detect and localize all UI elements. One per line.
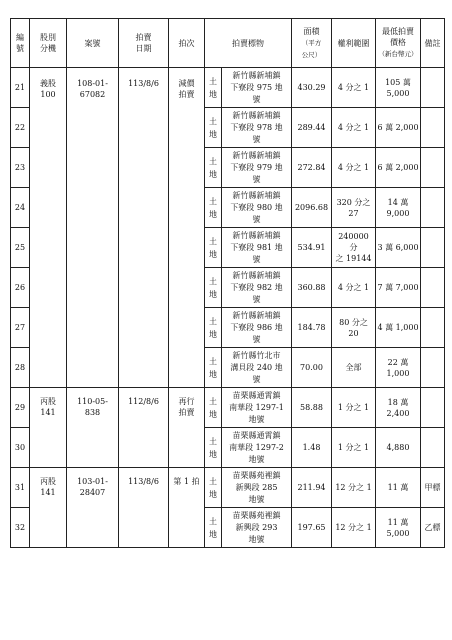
header-round: 拍次 [169,19,205,68]
cell-object: 新竹縣新埔鎮 下寮段 986 地 號 [222,308,292,348]
cell-price: 11 萬 [376,468,421,508]
cell-land: 土 地 [205,348,222,388]
table-row [11,468,445,508]
cell-price: 6 萬 2,000 [376,148,421,188]
cell-no: 31 [11,468,30,508]
cell-no: 30 [11,428,30,468]
cell-price: 22 萬 1,000 [376,348,421,388]
cell-note [421,268,445,308]
cell-price: 18 萬 2,400 [376,388,421,428]
cell-rights: 4 分之 1 [332,68,376,108]
cell-date: 113/8/6 [119,68,169,388]
cell-area: 1.48 [292,428,332,468]
cell-area: 70.00 [292,348,332,388]
cell-area: 2096.68 [292,188,332,228]
cell-land: 土 地 [205,428,222,468]
cell-round: 第 1 拍 [169,468,205,548]
cell-no: 29 [11,388,30,428]
cell-area: 430.29 [292,68,332,108]
cell-note [421,348,445,388]
cell-land: 土 地 [205,228,222,268]
cell-rights: 80 分之 20 [332,308,376,348]
header-note: 備註 [421,19,445,68]
cell-case: 110-05- 838 [67,388,119,468]
cell-object: 苗栗縣通霄鎮 南華段 1297-2 地號 [222,428,292,468]
cell-object: 新竹縣新埔鎮 下寮段 978 地 號 [222,108,292,148]
cell-note [421,228,445,268]
cell-object: 新竹縣竹北市 溝貝段 240 地 號 [222,348,292,388]
header-price-unit: （新台幣元） [378,50,418,58]
cell-price: 7 萬 7,000 [376,268,421,308]
cell-land: 土 地 [205,268,222,308]
auction-table-page [10,18,444,548]
cell-no: 21 [11,68,30,108]
cell-note [421,148,445,188]
cell-round: 減價 拍賣 [169,68,205,388]
cell-no: 24 [11,188,30,228]
cell-land: 土 地 [205,148,222,188]
cell-no: 26 [11,268,30,308]
header-area-label: 面積 [303,26,320,36]
cell-no: 27 [11,308,30,348]
cell-no: 22 [11,108,30,148]
cell-land: 土 地 [205,188,222,228]
cell-object: 新竹縣新埔鎮 下寮段 982 地 號 [222,268,292,308]
header-area [292,19,332,68]
cell-object: 苗栗縣苑裡鎮 新興段 293 地號 [222,508,292,548]
cell-land: 土 地 [205,468,222,508]
cell-price: 4 萬 1,000 [376,308,421,348]
cell-note: 甲標 [421,468,445,508]
cell-division: 丙股 141 [30,388,67,468]
cell-no: 23 [11,148,30,188]
cell-case: 108-01- 67082 [67,68,119,388]
cell-object: 新竹縣新埔鎮 下寮段 975 地 號 [222,68,292,108]
cell-rights: 12 分之 1 [332,468,376,508]
cell-object: 新竹縣新埔鎮 下寮段 980 地 號 [222,188,292,228]
cell-price: 6 萬 2,000 [376,108,421,148]
cell-rights: 全部 [332,348,376,388]
cell-no: 32 [11,508,30,548]
cell-rights: 320 分之 27 [332,188,376,228]
cell-object: 新竹縣新埔鎮 下寮段 981 地 號 [222,228,292,268]
cell-rights: 240000 分 之 19144 [332,228,376,268]
cell-object: 苗栗縣通霄鎮 南華段 1297-1 地號 [222,388,292,428]
header-case: 案號 [67,19,119,68]
cell-price: 14 萬 9,000 [376,188,421,228]
header-division: 股別 分機 [30,19,67,68]
cell-land: 土 地 [205,68,222,108]
cell-note [421,428,445,468]
cell-date: 113/8/6 [119,468,169,548]
cell-area: 272.84 [292,148,332,188]
cell-note: 乙標 [421,508,445,548]
cell-note [421,68,445,108]
header-min-price [376,19,421,68]
cell-price: 105 萬 5,000 [376,68,421,108]
cell-note [421,188,445,228]
cell-division: 丙股 141 [30,468,67,548]
auction-table [10,18,445,548]
cell-price: 11 萬 5,000 [376,508,421,548]
header-date: 拍賣 日期 [119,19,169,68]
cell-area: 534.91 [292,228,332,268]
cell-price: 3 萬 6,000 [376,228,421,268]
header-row [11,19,445,68]
cell-area: 211.94 [292,468,332,508]
cell-note [421,108,445,148]
cell-note [421,308,445,348]
cell-area: 184.78 [292,308,332,348]
cell-price: 4,880 [376,428,421,468]
cell-rights: 4 分之 1 [332,148,376,188]
header-price-label: 最低拍賣 價格 [382,27,414,47]
table-row [11,68,445,108]
cell-no: 25 [11,228,30,268]
cell-object: 新竹縣新埔鎮 下寮段 979 地 號 [222,148,292,188]
cell-division: 義股 100 [30,68,67,388]
cell-note [421,388,445,428]
cell-object: 苗栗縣苑裡鎮 新興段 285 地號 [222,468,292,508]
table-row [11,388,445,428]
cell-area: 58.88 [292,388,332,428]
cell-land: 土 地 [205,108,222,148]
cell-no: 28 [11,348,30,388]
cell-area: 289.44 [292,108,332,148]
cell-area: 197.65 [292,508,332,548]
cell-date: 112/8/6 [119,388,169,468]
cell-land: 土 地 [205,308,222,348]
cell-land: 土 地 [205,508,222,548]
cell-area: 360.88 [292,268,332,308]
header-object: 拍賣標物 [205,19,292,68]
cell-rights: 4 分之 1 [332,268,376,308]
cell-rights: 1 分之 1 [332,428,376,468]
header-no: 編 號 [11,19,30,68]
cell-round: 再行 拍賣 [169,388,205,468]
cell-land: 土 地 [205,388,222,428]
cell-case: 103-01- 28407 [67,468,119,548]
header-area-unit: （平方 公尺） [301,38,322,59]
header-rights: 權利範圍 [332,19,376,68]
cell-rights: 12 分之 1 [332,508,376,548]
cell-rights: 1 分之 1 [332,388,376,428]
cell-rights: 4 分之 1 [332,108,376,148]
